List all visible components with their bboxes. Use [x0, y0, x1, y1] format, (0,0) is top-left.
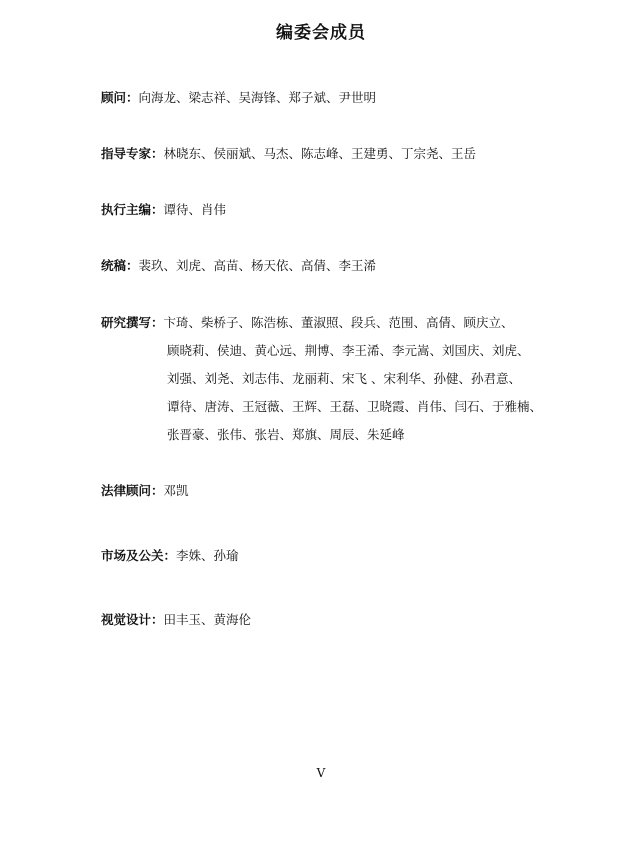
research-line-4: 谭待、唐涛、王冠薇、王辉、王磊、卫晓霞、肖伟、闫石、于雅楠、 [167, 399, 543, 414]
legal-label: 法律顾问： [101, 483, 164, 498]
experts-names: 林晓东、侯丽斌、马杰、陈志峰、王建勇、丁宗尧、王岳 [163, 146, 477, 161]
section-legal [101, 481, 189, 501]
section-research [101, 313, 514, 333]
research-line-2: 顾晓莉、侯迪、黄心远、荆博、李王浠、李元嵩、刘国庆、刘虎、 [167, 343, 530, 358]
design-names: 田丰玉、黄海伦 [163, 612, 252, 627]
pr-label: 市场及公关： [101, 548, 177, 563]
editor-names: 谭待、肖伟 [163, 202, 227, 217]
research-line-5: 张晋豪、张伟、张岩、郑旗、周辰、朱延峰 [167, 427, 405, 442]
advisors-names: 向海龙、梁志祥、吴海锋、郑子斌、尹世明 [138, 90, 377, 105]
section-design [101, 610, 251, 630]
design-label: 视觉设计： [101, 612, 164, 627]
page-number: V [316, 766, 326, 780]
coordination-label: 统稿： [101, 258, 139, 273]
section-pr [101, 546, 239, 566]
advisors-label: 顾问： [101, 90, 139, 105]
section-coordination [101, 256, 376, 276]
section-advisors [101, 88, 376, 108]
research-line-1: 卞琦、柴桥子、陈浩栋、董淑照、段兵、范围、高倩、顾庆立、 [163, 315, 514, 330]
legal-names: 邓凯 [163, 483, 189, 498]
research-label: 研究撰写： [101, 315, 164, 330]
coordination-names: 裴玖、刘虎、高苗、杨天依、高倩、李王浠 [138, 258, 377, 273]
editor-label: 执行主编： [101, 202, 164, 217]
pr-names: 李姝、孙瑜 [176, 548, 239, 563]
experts-label: 指导专家： [101, 146, 164, 161]
page-title: 编委会成员 [276, 23, 366, 43]
research-line-3: 刘强、刘尧、刘志伟、龙丽莉、宋飞 、宋利华、孙健、孙君意、 [167, 371, 521, 386]
section-editor [101, 200, 226, 220]
section-experts [101, 144, 476, 164]
